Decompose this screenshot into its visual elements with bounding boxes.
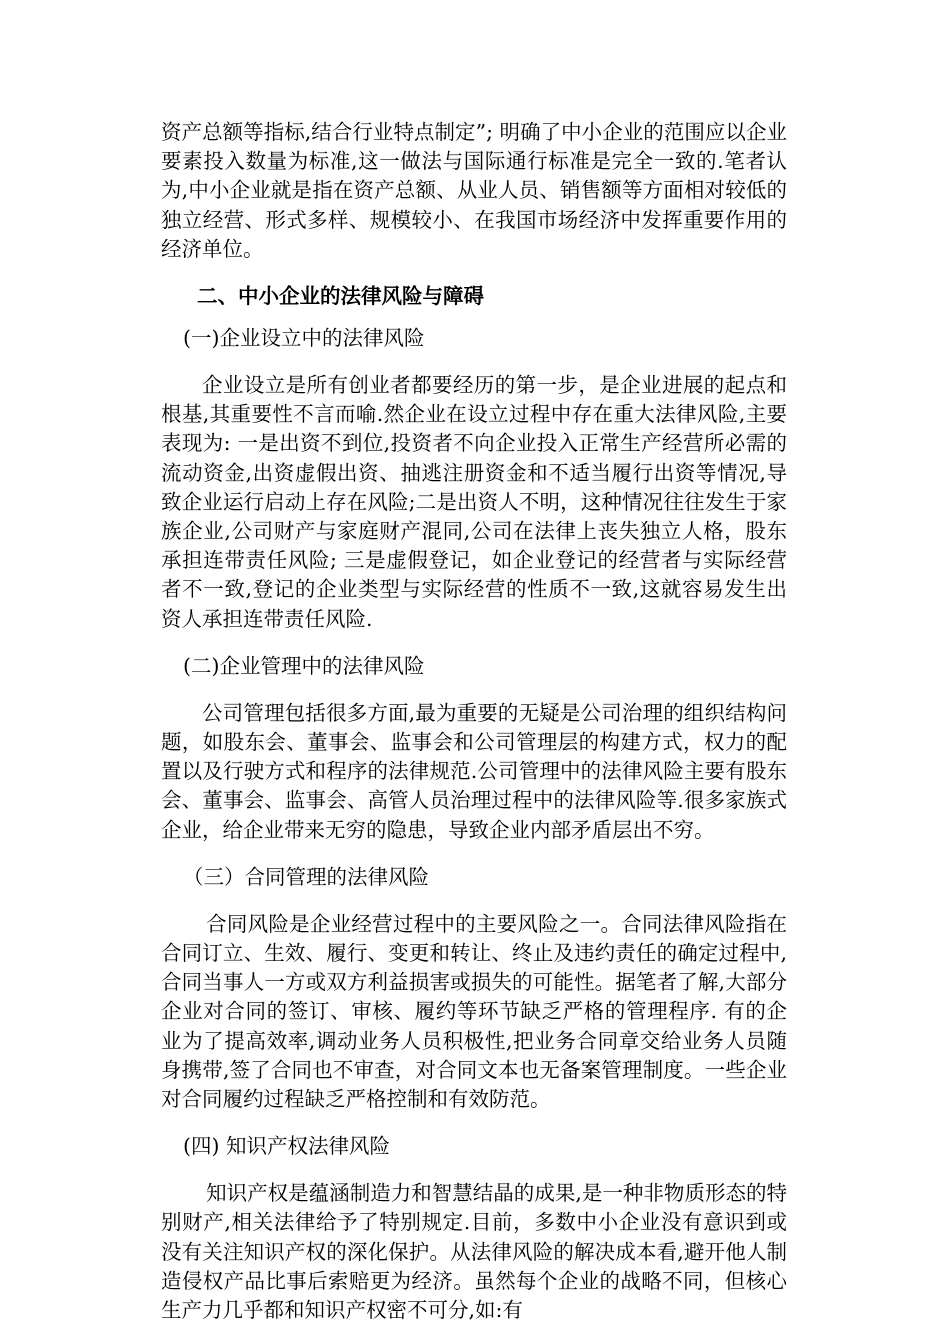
subsection-heading-1: (一)企业设立中的法律风险	[183, 326, 425, 351]
subsection-body-3: 合同风险是企业经营过程中的主要风险之一。合同法律风险指在合同订立、生效、履行、变更和转让、终止及违约责任的确定过程中,合同当事人一方或双方利益损害或损失的可能性。据笔者了解,大部分企业对合同的签订、审核、履约等环节缺乏严格的管理程序. 有的企业为了提高效率,调动业务人员积极性,把业务合同章交给业务人员随身携带,签了合同也不审查，对合同文本也无备案管理制度。一些企业对合同履约过程缺乏严格控制和有效防范。	[161, 911, 787, 1112]
document-body	[161, 118, 787, 1325]
subsection-heading-2: (二)企业管理中的法律风险	[183, 653, 425, 678]
subsection-body-1: 企业设立是所有创业者都要经历的第一步，是企业进展的起点和根基,其重要性不言而喻.然企业在设立过程中存在重大法律风险,主要表现为: 一是出资不到位,投资者不向企业投入正常生产经营所必需的流动资金,出资虚假出资、抽逃注册资金和不适当履行出资等情况,导致企业运行启动上存在风险;二是出资人不明，这种情况往往发生于家族企业,公司财产与家庭财产混同,公司在法律上丧失独立人格，股东承担连带责任风险; 三是虚假登记，如企业登记的经营者与实际经营者不一致,登记的企业类型与实际经营的性质不一致,这就容易发生出资人承担连带责任风险.	[161, 373, 787, 631]
subsection-heading-3: （三）合同管理的法律风险	[183, 864, 429, 889]
subsection-heading-4: (四) 知识产权法律风险	[183, 1134, 391, 1159]
section-heading: 二、中小企业的法律风险与障碍	[197, 284, 484, 309]
subsection-body-2: 公司管理包括很多方面,最为重要的无疑是公司治理的组织结构问题，如股东会、董事会、监事会和公司管理层的构建方式，权力的配置以及行驶方式和程序的法律规范.公司管理中的法律风险主要有股东会、董事会、监事会、高管人员治理过程中的法律风险等.很多家族式企业，给企业带来无穷的隐患，导致企业内部矛盾层出不穷。	[161, 700, 787, 842]
intro-paragraph: 资产总额等指标,结合行业特点制定”; 明确了中小企业的范围应以企业要素投入数量为标准,这一做法与国际通行标准是完全一致的.笔者认为,中小企业就是指在资产总额、从业人员、销售额等方面相对较低的独立经营、形式多样、规模较小、在我国市场经济中发挥重要作用的经济单位。	[161, 120, 787, 261]
subsection-body-4: 知识产权是蕴涵制造力和智慧结晶的成果,是一种非物质形态的特别财产,相关法律给予了特别规定.目前，多数中小企业没有意识到或没有关注知识产权的深化保护。从法律风险的解决成本看,避开他人制造侵权产品比事后索赔更为经济。虽然每个企业的战略不同，但核心生产力几乎都和知识产权密不可分,如:有	[161, 1181, 787, 1323]
